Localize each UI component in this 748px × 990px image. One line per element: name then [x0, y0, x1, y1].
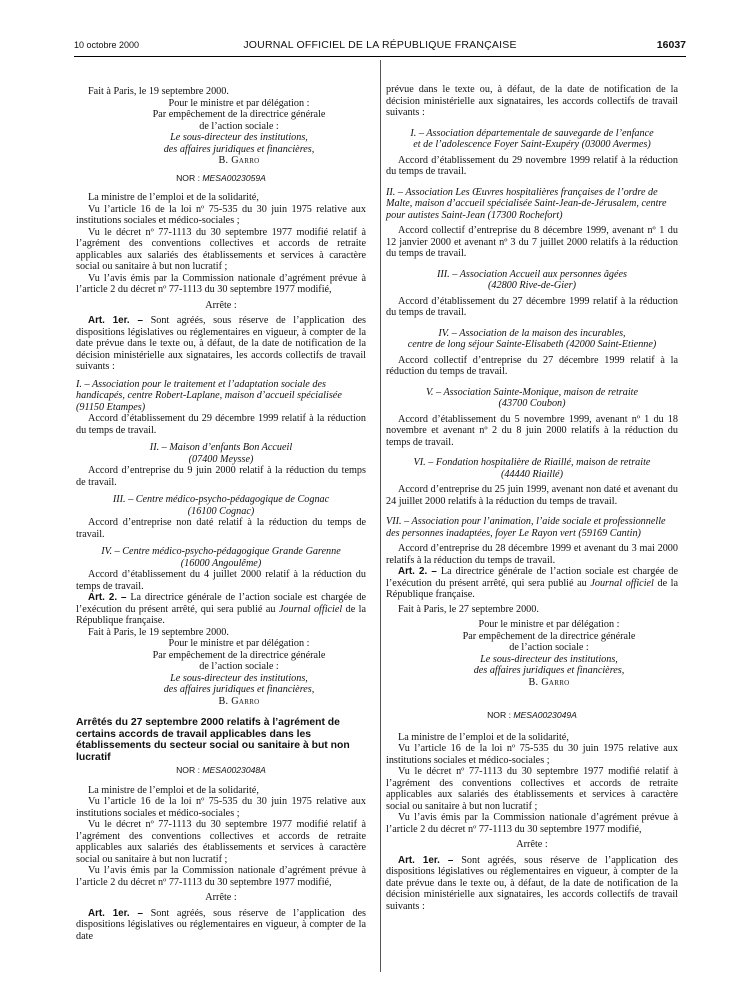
item-heading: VI. – Fondation hospitalière de Riaillé, maison de retraite — [413, 457, 651, 468]
article-label: Art. 1er. – — [88, 907, 143, 919]
item-heading-place: (43700 Coubon) — [498, 398, 566, 409]
signature-line: de l’action sociale : — [199, 661, 279, 672]
nor-value: MESA0023048A — [202, 765, 266, 775]
item-text: Accord d’entreprise non daté relatif à la réduction du temps de travail. — [76, 517, 366, 540]
item-text: Accord d’établissement du 27 décembre 1999 relatif à la réduction du temps de travail. — [386, 295, 678, 318]
header-rule — [74, 56, 686, 57]
item-heading: VII. – Association pour l’animation, l’aide sociale et professionnelle des personnes inadaptées, foyer Le Rayon vert (59169 Cantin) — [386, 516, 666, 539]
article-text: Sont agréés, sous réserve de l’application des dispositions législatives ou réglementaires en vigueur, à compter de la date — [76, 907, 367, 942]
article-text: de la République française. — [386, 577, 679, 600]
signature-line: des affaires juridiques et financières, — [163, 143, 315, 155]
signature-line: Le sous-directeur des institutions, — [170, 132, 308, 143]
item-heading-place: et de l’adolescence Foyer Saint-Exupéry (03000 Avermes) — [413, 139, 651, 150]
signature-line: de l’action sociale : — [509, 642, 589, 653]
item-text: Accord d’établissement du 29 décembre 1999 relatif à la réduction du temps de travail. — [76, 413, 366, 436]
signature-date: Fait à Paris, le 19 septembre 2000. — [88, 626, 229, 638]
arrete-label: Arrête : — [205, 892, 237, 903]
nor-label: NOR : — [176, 765, 200, 775]
article — [76, 592, 366, 627]
article-text: La directrice générale de l’action sociale est chargée de l’exécution du présent arrêté, qui sera publié au — [76, 592, 366, 615]
signature-line: Par empêchement de la directrice générale — [152, 109, 326, 120]
item-text: Accord collectif d’entreprise du 8 décembre 1999, avenant nº 1 du 12 janvier 2000 et avenant nº 3 du 7 juillet 2000 relatifs à la réduction du temps de travail. — [386, 225, 678, 259]
signature-block — [124, 638, 354, 707]
signature-date: Fait à Paris, le 27 septembre 2000. — [398, 603, 539, 615]
nor-reference — [386, 710, 678, 722]
signature-line: des affaires juridiques et financières, — [473, 665, 625, 676]
article — [386, 855, 678, 913]
article-text: Sont agréés, sous réserve de l’application des dispositions législatives ou réglementaires en vigueur, à compter de la date prévue dans le texte ou, à défaut, de la date de notification de la décision ministérielle aux signataires, les accords collectifs de travail suivants : — [76, 315, 367, 372]
minister-line: La ministre de l’emploi et de la solidarité, — [398, 731, 569, 743]
signature-line: Pour le ministre et par délégation : — [478, 619, 620, 630]
article-text: Sont agréés, sous réserve de l’application des dispositions législatives ou réglementaires en vigueur, à compter de la date prévue dans le texte ou, à défaut, de la date de notification de la décision ministérielle aux signataires, les accords collectifs de travail suivants : — [386, 854, 679, 912]
journal-reference: Journal officiel — [278, 603, 343, 615]
signatory-name: B. Garro — [218, 695, 260, 707]
signature-line: des affaires juridiques et financières, — [163, 684, 315, 695]
signature-line: de l’action sociale : — [199, 120, 279, 132]
nor-value: MESA0023059A — [202, 172, 266, 183]
minister-line: La ministre de l’emploi et de la solidarité, — [88, 192, 259, 203]
signatory-name: B. Garro — [528, 676, 570, 688]
article-label: Art. 2. – — [398, 566, 437, 577]
minister-line: La ministre de l’emploi et de la solidarité, — [88, 784, 259, 796]
section-heading: Arrêtés du 27 septembre 2000 relatifs à l’agrément de certains accords de travail applicables dans les établissements du secteur social ou sanitaire à but non lucratif — [76, 717, 350, 763]
item-heading-place: (16100 Cognac) — [187, 505, 255, 517]
signature-line: Pour le ministre et par délégation : — [168, 97, 310, 109]
column-divider — [380, 60, 381, 972]
visa: Vu l’article 16 de la loi nº 75-535 du 30 juin 1975 relative aux institutions sociales et médico-sociales ; — [76, 203, 366, 226]
article — [76, 908, 366, 943]
item-heading: II. – Maison d’enfants Bon Accueil — [149, 442, 293, 453]
nor-label: NOR : — [176, 172, 200, 183]
article — [386, 566, 678, 601]
page-header — [74, 40, 686, 54]
article-text: La directrice générale de l’action sociale est chargée de l’exécution du présent arrêté, qui sera publié au — [386, 566, 679, 589]
right-column — [386, 84, 678, 912]
item-heading: I. – Association pour le traitement et l’adaptation sociale des handicapés, centre Robert-Laplane, maison d’accueil spécialisée (91150 Etampes) — [76, 378, 342, 413]
item-heading: II. – Association Les Œuvres hospitalières françaises de l’ordre de Malte, maison d’accueil spécialisée Saint-Jean-de-Jérusalem, centre pour autistes Saint-Jean (17300 Rochefort) — [386, 186, 667, 221]
left-column — [76, 86, 366, 942]
item-heading: V. – Association Sainte-Monique, maison de retraite — [425, 386, 639, 398]
item-text: Accord collectif d’entreprise du 27 décembre 1999 relatif à la réduction du temps de travail. — [386, 354, 678, 377]
visa: Vu le décret nº 77-1113 du 30 septembre 1977 modifié relatif à l’agrément des conventions collectives et accords de retraite applicables aux salariés des établissements et services à caractère social ou sanitaire à but non lucratif ; — [386, 766, 678, 812]
article — [76, 315, 366, 373]
visa: Vu le décret nº 77-1113 du 30 septembre 1977 modifié relatif à l’agrément des conventions collectives et accords de retraite applicables aux salariés des établissements et services à caractère social ou sanitaire à but non lucratif ; — [76, 819, 366, 865]
visa: Vu le décret nº 77-1113 du 30 septembre 1977 modifié relatif à l’agrément des conventions collectives et accords de retraite applicables aux salariés des établissements et services à caractère social ou sanitaire à but non lucratif ; — [76, 226, 366, 272]
item-heading: IV. – Association de la maison des incurables, — [438, 327, 626, 339]
signature-line: Pour le ministre et par délégation : — [168, 638, 310, 649]
item-heading-place: (16000 Angoulême) — [180, 557, 262, 569]
article-label: Art. 1er. – — [398, 854, 454, 866]
item-heading-place: centre de long séjour Sainte-Elisabeth (42000 Saint-Etienne) — [407, 339, 657, 350]
page-number: 16037 — [656, 39, 686, 51]
item-heading: IV. – Centre médico-psycho-pédagogique Grande Garenne — [101, 546, 341, 557]
item-heading-place: (07400 Meysse) — [188, 453, 254, 465]
item-text: Accord d’entreprise du 9 juin 2000 relatif à la réduction du temps de travail. — [76, 465, 366, 488]
item-text: Accord d’entreprise du 25 juin 1999, avenant non daté et avenant du 24 juillet 2000 relatifs à la réduction du temps de travail. — [386, 484, 678, 507]
item-heading: III. – Association Accueil aux personnes âgées — [436, 268, 628, 280]
journal-title: JOURNAL OFFICIEL DE LA RÉPUBLIQUE FRANÇAISE — [243, 39, 517, 51]
article-text: de la République française. — [76, 603, 367, 626]
item-heading-place: (42800 Rive-de-Gier) — [488, 280, 576, 291]
signature-block — [434, 619, 664, 688]
journal-reference: Journal officiel — [590, 577, 654, 589]
item-text: Accord d’établissement du 4 juillet 2000 relatif à la réduction du temps de travail. — [76, 569, 366, 592]
article-label: Art. 1er. – — [88, 315, 143, 326]
visa: Vu l’avis émis par la Commission nationale d’agrément prévue à l’article 2 du décret nº 77-1113 du 30 septembre 1977 modifié, — [76, 272, 366, 295]
signature-line: Le sous-directeur des institutions, — [170, 672, 308, 684]
visa: Vu l’article 16 de la loi nº 75-535 du 30 juin 1975 relative aux institutions sociales et médico-sociales ; — [76, 796, 366, 819]
signature-line: Par empêchement de la directrice générale — [152, 649, 326, 661]
nor-reference — [76, 173, 366, 185]
item-text: Accord d’entreprise du 28 décembre 1999 et avenant du 3 mai 2000 relatifs à la réduction du temps de travail. — [386, 543, 678, 566]
visa: Vu l’article 16 de la loi nº 75-535 du 30 juin 1975 relative aux institutions sociales et médico-sociales ; — [386, 743, 678, 766]
signature-line: Le sous-directeur des institutions, — [480, 653, 618, 665]
signatory-name: B. Garro — [218, 155, 260, 166]
visa: Vu l’avis émis par la Commission nationale d’agrément prévue à l’article 2 du décret nº 77-1113 du 30 septembre 1977 modifié, — [76, 865, 366, 888]
article-continuation: prévue dans le texte ou, à défaut, de la date de notification de la décision ministérielle aux signataires, les accords collectifs de travail suivants : — [386, 84, 678, 118]
nor-value: MESA0023049A — [513, 710, 577, 720]
item-text: Accord d’établissement du 5 novembre 1999, avenant nº 1 du 18 novembre et avenant nº 2 du 8 juin 2000 relatifs à la réduction du temps de travail. — [386, 413, 678, 448]
signature-line: Par empêchement de la directrice générale — [462, 630, 636, 642]
item-text: Accord d’établissement du 29 novembre 1999 relatif à la réduction du temps de travail. — [386, 154, 678, 177]
nor-label: NOR : — [487, 710, 511, 720]
signature-block — [124, 98, 354, 167]
article-label: Art. 2. – — [88, 592, 127, 603]
visa: Vu l’avis émis par la Commission nationale d’agrément prévue à l’article 2 du décret nº 77-1113 du 30 septembre 1977 modifié, — [386, 812, 678, 835]
item-heading-place: (44440 Riaillé) — [501, 468, 563, 480]
nor-reference — [76, 765, 366, 777]
arrete-label: Arrête : — [205, 299, 237, 311]
issue-date: 10 octobre 2000 — [74, 40, 140, 50]
arrete-label: Arrête : — [516, 839, 548, 850]
signature-date: Fait à Paris, le 19 septembre 2000. — [88, 86, 229, 97]
item-heading: I. – Association départementale de sauvegarde de l’enfance — [410, 127, 654, 139]
item-heading: III. – Centre médico-psycho-pédagogique de Cognac — [112, 494, 330, 505]
